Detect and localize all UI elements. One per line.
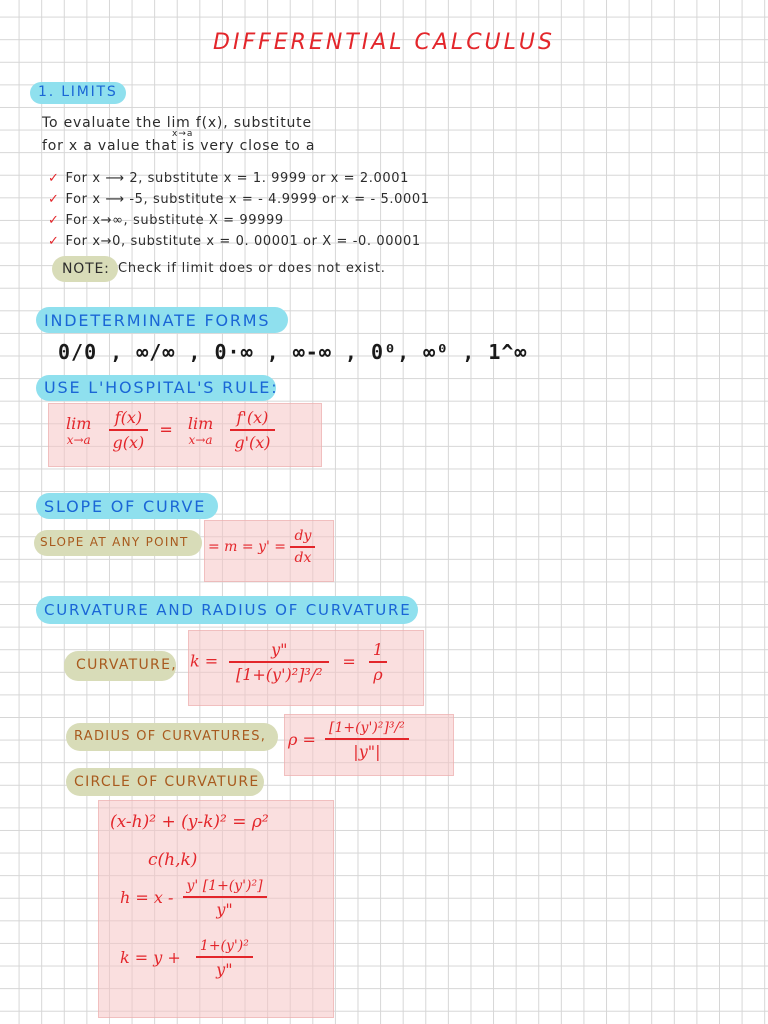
h-fraction: $\frac{\text{y' [1+(y')²]}}{y"}$ <box>183 878 267 919</box>
lhospital-heading: USE L'HOSPITAL'S RULE: <box>44 378 279 397</box>
limits-intro-line2: for x a value that is very close to a <box>42 138 316 154</box>
radius-label: RADIUS OF CURVATURES, <box>74 729 267 744</box>
slope-heading: SLOPE OF CURVE <box>44 497 207 516</box>
check-icon: ✓ <box>48 171 60 186</box>
indeterminate-forms: 0/0 , ∞/∞ , 0·∞ , ∞-∞ , 0⁰, ∞⁰ , 1^∞ <box>58 340 528 364</box>
radius-fraction: $\frac{\text{[1+(y')²]³/²}}{|y"|}$ <box>325 720 409 761</box>
k-formula: k = y + $\frac{\text{1+(y')²}}{y"}$ <box>120 938 253 979</box>
k-fraction: $\frac{\text{1+(y')²}}{y"}$ <box>196 938 253 979</box>
slope-label: SLOPE AT ANY POINT <box>40 535 189 549</box>
page-title: DIFFERENTIAL CALCULUS <box>213 30 555 55</box>
note-text: Check if limit does or does not exist. <box>118 261 386 276</box>
lhospital-formula: lim x→a $\frac{f(x)}{g(x)}$ = lim x→a $\frac{f'(x)}{g'(x)}$ <box>62 408 275 452</box>
radius-formula: ρ = $\frac{\text{[1+(y')²]³/²}}{|y"|}$ <box>288 720 409 761</box>
limits-bullet: ✓ For x ⟶ -5, substitute x = - 4.9999 or x = - 5.0001 <box>48 192 430 207</box>
curvature-formula: k = $\frac{y"}{\text{[1+(y')²]³/²}}$ = $\frac{1}{\rho}$ <box>190 640 387 684</box>
slope-formula: = m = y' = $\frac{dy}{dx}$ <box>208 528 315 566</box>
indeterminate-heading: INDETERMINATE FORMS <box>44 311 271 330</box>
fraction-f-over-g: $\frac{f(x)}{g(x)}$ <box>109 408 149 452</box>
check-icon: ✓ <box>48 192 60 207</box>
lim-right: lim x→a <box>187 413 214 447</box>
limits-bullet: ✓ For x ⟶ 2, substitute x = 1. 9999 or x = 2.0001 <box>48 171 409 186</box>
limits-intro-line1: To evaluate the lim f(x), substitute <box>42 115 312 131</box>
limits-bullet: ✓ For x→0, substitute x = 0. 00001 or X = -0. 00001 <box>48 234 421 249</box>
check-icon: ✓ <box>48 234 60 249</box>
circle-label: CIRCLE OF CURVATURE <box>74 774 260 790</box>
limits-heading: 1. LIMITS <box>38 84 118 100</box>
fraction-fp-over-gp: $\frac{f'(x)}{g'(x)}$ <box>230 408 274 452</box>
limits-bullet: ✓ For x→∞, substitute X = 99999 <box>48 213 284 228</box>
check-icon: ✓ <box>48 213 60 228</box>
circle-center: c(h,k) <box>148 850 198 870</box>
curvature-fraction: $\frac{y"}{\text{[1+(y')²]³/²}}$ <box>229 640 329 684</box>
lim-left: lim x→a <box>66 413 92 447</box>
note-label: NOTE: <box>62 261 110 277</box>
h-formula: h = x - $\frac{\text{y' [1+(y')²]}}{y"}$ <box>120 878 267 919</box>
one-over-rho: $\frac{1}{\rho}$ <box>369 640 387 684</box>
curvature-heading: CURVATURE AND RADIUS OF CURVATURE <box>44 601 412 619</box>
limits-intro-sub: x→a <box>172 129 194 139</box>
dy-dx-fraction: $\frac{dy}{dx}$ <box>290 528 315 566</box>
curvature-label: CURVATURE, <box>76 657 177 673</box>
circle-equation: (x-h)² + (y-k)² = ρ² <box>110 812 269 832</box>
